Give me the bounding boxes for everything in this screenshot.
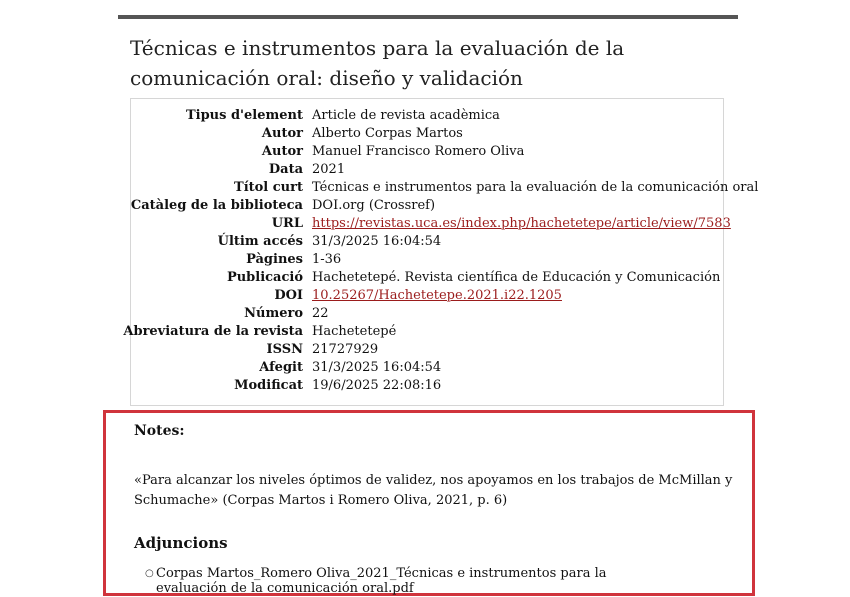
meta-label: Data — [268, 162, 303, 177]
meta-label: Publicació — [226, 270, 303, 285]
meta-value: Article de revista acadèmica — [312, 108, 500, 123]
meta-row-author — [131, 125, 725, 143]
meta-value: 2021 — [312, 162, 346, 177]
meta-row-doi — [131, 287, 725, 305]
meta-row-issn — [131, 341, 725, 359]
meta-label: DOI — [274, 288, 303, 303]
meta-label: Modificat — [234, 378, 303, 393]
meta-label: Autor — [261, 126, 303, 141]
note-text: «Para alcanzar los niveles óptimos de validez, nos apoyamos en los trabajos de McMillan y Schumache» (Corpas Martos i Romero Oliva, 2021, p. 6) — [134, 473, 733, 508]
meta-value: 21727929 — [312, 342, 379, 357]
attachment-item[interactable] — [145, 566, 676, 596]
metadata-table — [123, 98, 759, 406]
meta-label: Abreviatura de la revista — [123, 324, 303, 339]
meta-value: 31/3/2025 16:04:54 — [312, 360, 442, 375]
circle-bullet-icon: ○ — [145, 568, 154, 579]
notes-heading: Notes: — [134, 423, 185, 439]
meta-value: Alberto Corpas Martos — [312, 126, 463, 141]
attachments-heading: Adjuncions — [134, 534, 228, 552]
notes-highlight-box — [103, 410, 755, 596]
meta-row-issue — [131, 305, 725, 323]
meta-row-modified — [131, 377, 725, 395]
meta-value: 22 — [312, 306, 329, 321]
meta-value: Hachetetepé. Revista científica de Educación y Comunicación — [312, 270, 721, 285]
url-link[interactable]: https://revistas.uca.es/index.php/hachetetepe/article/view/7583 — [312, 216, 731, 231]
meta-value: Técnicas e instrumentos para la evaluación de la comunicación oral — [312, 180, 759, 195]
meta-label: Títol curt — [234, 180, 303, 195]
meta-label: Tipus d'element — [185, 108, 303, 123]
meta-row-url — [131, 215, 731, 233]
meta-label: URL — [271, 216, 303, 231]
meta-row-short-title — [131, 179, 759, 197]
meta-row-author — [131, 143, 725, 161]
doi-link[interactable]: 10.25267/Hachetetepe.2021.i22.1205 — [312, 288, 562, 303]
meta-value: Hachetetepé — [312, 324, 397, 339]
meta-value: 1-36 — [312, 252, 342, 267]
meta-label: Número — [244, 306, 303, 321]
meta-label: Afegit — [259, 360, 303, 375]
meta-label: ISSN — [266, 342, 303, 357]
meta-value: 31/3/2025 16:04:54 — [312, 234, 442, 249]
meta-value: DOI.org (Crossref) — [312, 198, 436, 213]
meta-row-library-catalog — [131, 197, 725, 215]
attachment-filename[interactable]: Corpas Martos_Romero Oliva_2021_Técnicas e instrumentos para la evaluación de la comunicación oral.pdf — [156, 566, 607, 596]
meta-label: Catàleg de la biblioteca — [130, 198, 303, 213]
meta-value: 19/6/2025 22:08:16 — [312, 378, 442, 393]
meta-label: Pàgines — [246, 252, 303, 267]
meta-row-accessed — [131, 233, 725, 251]
meta-row-added — [131, 359, 725, 377]
meta-row-publication — [131, 269, 725, 287]
top-rule — [118, 15, 738, 19]
meta-label: Últim accés — [217, 234, 303, 249]
meta-value: Manuel Francisco Romero Oliva — [312, 144, 525, 159]
meta-label: Autor — [261, 144, 303, 159]
meta-row-item-type — [131, 107, 725, 125]
meta-row-journal-abbr — [123, 323, 725, 341]
meta-row-date — [131, 161, 725, 179]
meta-row-pages — [131, 251, 725, 269]
page-title: Técnicas e instrumentos para la evaluación de la comunicación oral: diseño y validación — [130, 36, 625, 90]
